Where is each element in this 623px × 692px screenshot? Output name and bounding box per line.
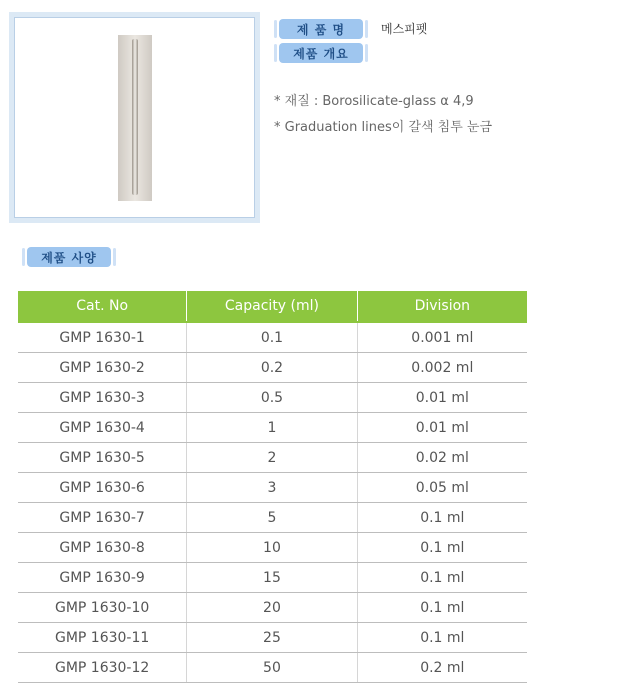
table-row (18, 533, 527, 563)
cell-cat-no: GMP 1630-1 (18, 322, 187, 353)
pipette-photo (118, 35, 152, 201)
cell-capacity: 15 (187, 563, 357, 593)
table-row (18, 353, 527, 383)
overview-line-material: * 재질 : Borosilicate-glass α 4,9 (274, 94, 474, 109)
cell-capacity: 0.5 (187, 383, 357, 413)
cell-cat-no: GMP 1630-6 (18, 473, 187, 503)
cell-capacity: 1 (187, 413, 357, 443)
cell-division: 0.1 ml (357, 503, 527, 533)
cell-capacity: 2 (187, 443, 357, 473)
table-row (18, 623, 527, 653)
cell-cat-no: GMP 1630-11 (18, 623, 187, 653)
cell-division: 0.02 ml (357, 443, 527, 473)
cell-capacity: 20 (187, 593, 357, 623)
cell-division: 0.05 ml (357, 473, 527, 503)
column-header-division: Division (357, 291, 527, 322)
product-image-frame (9, 12, 260, 223)
cell-division: 0.1 ml (357, 533, 527, 563)
cell-cat-no: GMP 1630-8 (18, 533, 187, 563)
cell-cat-no: GMP 1630-7 (18, 503, 187, 533)
product-image (14, 17, 255, 218)
column-header-cat-no: Cat. No (18, 291, 187, 322)
cell-cat-no: GMP 1630-12 (18, 653, 187, 683)
cell-division: 0.002 ml (357, 353, 527, 383)
cell-capacity: 0.2 (187, 353, 357, 383)
table-row (18, 443, 527, 473)
cell-capacity: 25 (187, 623, 357, 653)
table-row (18, 322, 527, 353)
spec-label: 제품 사양 (27, 247, 111, 267)
cell-capacity: 10 (187, 533, 357, 563)
cell-capacity: 5 (187, 503, 357, 533)
cell-division: 0.01 ml (357, 383, 527, 413)
column-header-capacity: Capacity (ml) (187, 291, 357, 322)
cell-cat-no: GMP 1630-10 (18, 593, 187, 623)
overview-line-graduation: * Graduation lines이 갈색 침투 눈금 (274, 120, 493, 135)
table-row (18, 503, 527, 533)
cell-cat-no: GMP 1630-5 (18, 443, 187, 473)
cell-cat-no: GMP 1630-2 (18, 353, 187, 383)
table-row (18, 653, 527, 683)
cell-division: 0.1 ml (357, 563, 527, 593)
table-row (18, 413, 527, 443)
product-name-label: 제 품 명 (279, 19, 363, 39)
table-row (18, 473, 527, 503)
table-row (18, 383, 527, 413)
cell-cat-no: GMP 1630-3 (18, 383, 187, 413)
cell-capacity: 0.1 (187, 322, 357, 353)
cell-cat-no: GMP 1630-4 (18, 413, 187, 443)
product-name-value: 메스피펫 (381, 22, 428, 36)
product-overview-label: 제품 개요 (279, 43, 363, 63)
spec-table (18, 291, 527, 683)
cell-division: 0.001 ml (357, 322, 527, 353)
cell-capacity: 3 (187, 473, 357, 503)
cell-division: 0.1 ml (357, 593, 527, 623)
cell-division: 0.01 ml (357, 413, 527, 443)
cell-capacity: 50 (187, 653, 357, 683)
cell-division: 0.1 ml (357, 623, 527, 653)
table-row (18, 593, 527, 623)
cell-division: 0.2 ml (357, 653, 527, 683)
cell-cat-no: GMP 1630-9 (18, 563, 187, 593)
table-row (18, 563, 527, 593)
pipette-tube (132, 39, 138, 195)
